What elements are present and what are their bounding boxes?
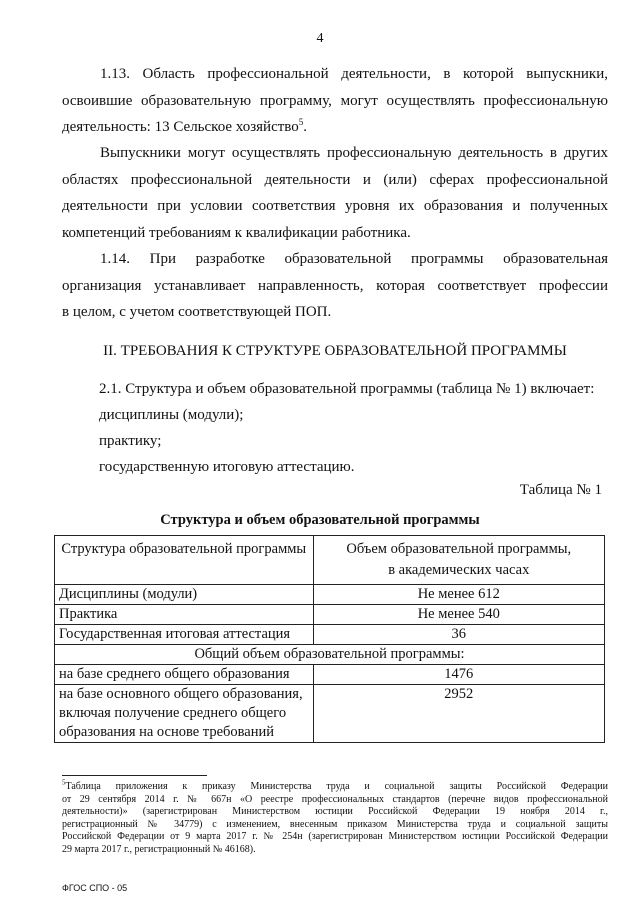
section-heading: II. ТРЕБОВАНИЯ К СТРУКТУРЕ ОБРАЗОВАТЕЛЬНОЙ ПРОГРАММЫ: [103, 343, 567, 359]
total-header: Общий объем образовательной программы:: [55, 645, 605, 665]
footnote-line: Российской Федерации от 9 марта 2017 г. № 254н (зарегистрирован Министерством юстиции Российской Федерации: [62, 831, 608, 843]
paragraph-line: Выпускники могут осуществлять профессиональную деятельность в других: [100, 145, 608, 161]
row-value: Не менее 612: [313, 585, 604, 605]
table-row: [55, 605, 605, 625]
row-value: 2952: [313, 685, 604, 743]
row-value: 36: [313, 625, 604, 645]
column-header: Структура образовательной программы: [55, 536, 314, 585]
list-item: государственную итоговую аттестацию.: [99, 459, 355, 475]
footnote-line: от 29 сентября 2014 г. № 667н «О реестре профессиональных стандартов (перечне видов профессиональной: [62, 793, 608, 805]
column-header-line: в академических часах: [388, 562, 530, 578]
paragraph-line: в целом, с учетом соответствующей ПОП.: [62, 304, 332, 320]
paragraph-text: деятельность: 13 Сельское хозяйство: [62, 119, 299, 135]
table-row: [55, 625, 605, 645]
paragraph-line: 1.13. Область профессиональной деятельности, в которой выпускники,: [100, 66, 608, 82]
paragraph-text: .: [303, 119, 308, 135]
row-value: 1476: [313, 665, 604, 685]
paragraph-graduates: [62, 140, 608, 246]
paragraph-line: [62, 114, 608, 141]
paragraph-1-14: [62, 246, 608, 326]
row-label: Практика: [55, 605, 314, 625]
table-row: [55, 665, 605, 685]
table-title: Структура и объем образовательной программы: [160, 512, 480, 528]
footnote: [62, 778, 608, 857]
footnote-ref: 5: [298, 117, 304, 127]
list-item: практику;: [99, 433, 162, 449]
column-header-line: Объем образовательной программы,: [346, 541, 572, 557]
paragraph-line: освоившие образовательную программу, могут осуществлять профессиональную: [62, 92, 608, 109]
row-label: Государственная итоговая аттестация: [55, 625, 314, 645]
row-label-line: включая получение среднего общего: [59, 705, 287, 721]
paragraph-2-1: 2.1. Структура и объем образовательной программы (таблица № 1) включает:: [99, 381, 595, 397]
table-row: [55, 685, 605, 743]
row-label-line: на базе основного общего образования,: [59, 686, 303, 702]
footnote-separator: [62, 775, 207, 776]
row-label: [55, 685, 314, 743]
footnote-mark: 5: [62, 778, 66, 787]
column-header: [313, 536, 604, 585]
table-row-total-header: [55, 645, 605, 665]
paragraph-line: компетенций требованиям к квалификации работника.: [62, 224, 411, 241]
table-number: Таблица № 1: [519, 482, 602, 498]
row-label: Дисциплины (модули): [55, 585, 314, 605]
list-item: дисциплины (модули);: [99, 407, 244, 423]
row-label: на базе среднего общего образования: [55, 665, 314, 685]
structure-table: [54, 535, 605, 743]
paragraph-line: областях профессиональной деятельности и (или) сферах профессиональной: [62, 171, 608, 188]
paragraph-line: 1.14. При разработке образовательной программы образовательная: [100, 251, 608, 267]
row-value: Не менее 540: [313, 605, 604, 625]
footnote-line: 29 марта 2017 г., регистрационный № 46168).: [62, 843, 256, 855]
page-number: 4: [316, 31, 324, 46]
table-row: [55, 585, 605, 605]
row-label-line: образования на основе требований: [59, 724, 275, 740]
table-header-row: [55, 536, 605, 585]
footnote-line: регистрационный № 34779) с изменением, внесенным приказом Министерства труда и социальной защиты: [62, 818, 608, 830]
paragraph-line: организация устанавливает направленность, которая соответствует профессии: [62, 277, 608, 294]
paragraph-1-13: [62, 61, 608, 141]
footnote-line: деятельности)» (зарегистрирован Министерством юстиции Российской Федерации 19 ноября 2014 г.,: [62, 806, 608, 818]
footer-code: ФГОС СПО - 05: [62, 883, 128, 893]
paragraph-line: деятельности при условии соответствия уровня их образования и полученных: [62, 198, 608, 214]
footnote-text: Таблица приложения к приказу Министерства труда и социальной защиты Российской Федерации: [65, 781, 608, 792]
footnote-line: [62, 778, 608, 794]
